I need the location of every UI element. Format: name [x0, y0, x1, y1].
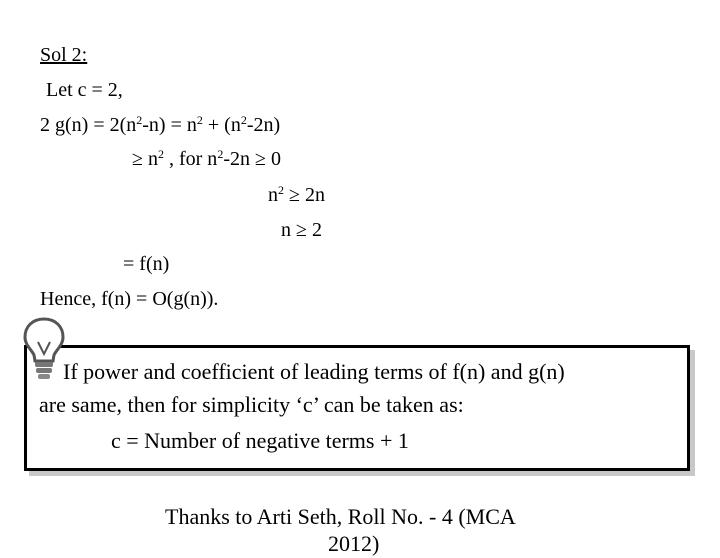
- n2-a: n: [268, 184, 278, 206]
- equation-line: [40, 113, 280, 137]
- n-squared-line: [268, 183, 325, 207]
- exponent: 2: [217, 147, 224, 161]
- exponent: 2: [240, 113, 247, 127]
- ge-c: -2n ≥ 0: [223, 148, 281, 170]
- exponent: 2: [196, 113, 203, 127]
- note-line-2: are same, then for simplicity ‘c’ can be taken as:: [39, 392, 464, 417]
- inequality-line: [132, 147, 281, 171]
- note-line-1: If power and coefficient of leading terms of f(n) and g(n): [63, 359, 565, 384]
- exponent: 2: [278, 183, 284, 197]
- hence-line: Hence, f(n) = O(g(n)).: [40, 288, 219, 310]
- footer-credit-continued: 2012): [328, 531, 380, 556]
- ge-b: , for n: [163, 148, 218, 170]
- let-line: Let c = 2,: [46, 79, 123, 101]
- equals-fn-line: = f(n): [123, 253, 170, 275]
- eq-end: -2n): [246, 114, 281, 136]
- footer-credit: Thanks to Arti Seth, Roll No. - 4 (MCA: [165, 504, 516, 529]
- ge-a: ≥ n: [132, 148, 158, 170]
- eq-lhs: 2 g(n) = 2(n: [40, 114, 137, 136]
- note-box: [24, 345, 690, 471]
- eq-mid1: -n) = n: [142, 114, 197, 136]
- lightbulb-icon: [22, 316, 66, 382]
- exponent: 2: [136, 113, 143, 127]
- eq-mid2: + (n: [202, 114, 241, 136]
- note-line-3: c = Number of negative terms + 1: [111, 428, 409, 453]
- solution-heading: Sol 2:: [40, 44, 88, 66]
- n2-b: ≥ 2n: [284, 184, 325, 206]
- n-ge-2-line: n ≥ 2: [281, 219, 322, 241]
- exponent: 2: [157, 147, 164, 161]
